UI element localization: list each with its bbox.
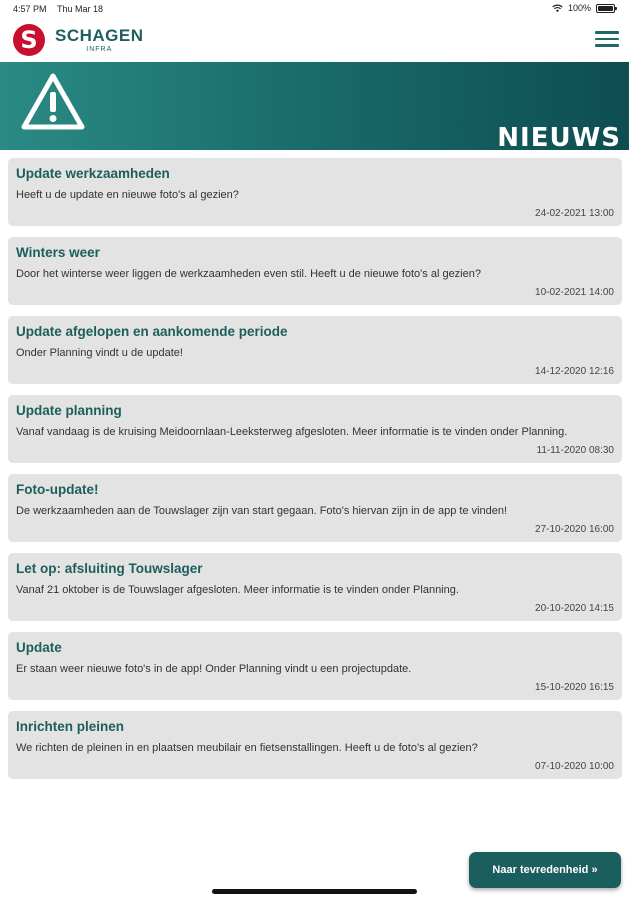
news-card-body: We richten de pleinen in en plaatsen meubilair en fietsenstallingen. Heeft u de foto's al gezien? <box>16 742 478 754</box>
news-card-date: 07-10-2020 10:00 <box>535 761 614 772</box>
page-title: NIEUWS <box>497 123 621 150</box>
news-card-date: 14-12-2020 12:16 <box>535 366 614 377</box>
news-card-date: 10-02-2021 14:00 <box>535 287 614 298</box>
logo-mark-icon: S <box>13 24 45 56</box>
home-indicator[interactable] <box>212 889 417 894</box>
news-card-title: Update planning <box>16 403 122 418</box>
news-card-title: Update <box>16 640 62 655</box>
logo-name: SCHAGEN <box>55 26 144 45</box>
news-card-title: Foto-update! <box>16 482 99 497</box>
news-card-body: De werkzaamheden aan de Touwslager zijn van start gegaan. Foto's hiervan zijn in de app te vinden! <box>16 505 508 517</box>
news-card-body: Er staan weer nieuwe foto's in de app! Onder Planning vindt u een projectupdate. <box>16 663 412 675</box>
warning-triangle-icon <box>20 72 86 132</box>
news-card-date: 20-10-2020 14:15 <box>535 603 614 614</box>
news-card-title: Inrichten pleinen <box>16 719 125 734</box>
news-card-body: Vanaf vandaag is de kruising Meidoornlaan-Leeksterweg afgesloten. Meer informatie is te vinden onder Planning. <box>16 426 568 438</box>
satisfaction-button[interactable]: Naar tevredenheid » <box>469 852 621 888</box>
news-card-body: Heeft u de update en nieuwe foto's al gezien? <box>16 189 239 201</box>
news-card-body: Door het winterse weer liggen de werkzaamheden even stil. Heeft u de nieuwe foto's al gezien? <box>16 268 481 280</box>
news-card-date: 11-11-2020 08:30 <box>536 445 614 456</box>
news-card[interactable] <box>8 158 622 226</box>
news-card[interactable] <box>8 711 622 779</box>
news-card[interactable] <box>8 237 622 305</box>
news-card-date: 27-10-2020 16:00 <box>535 524 614 535</box>
news-card[interactable] <box>8 395 622 463</box>
app-header <box>0 18 629 62</box>
status-time: 4:57 PM <box>13 4 47 14</box>
schagen-logo[interactable] <box>13 24 144 56</box>
news-banner <box>0 62 629 150</box>
battery-percent: 100% <box>567 3 591 13</box>
news-card-title: Let op: afsluiting Touwslager <box>16 561 203 576</box>
news-card[interactable] <box>8 316 622 384</box>
status-bar <box>0 0 629 18</box>
news-card[interactable] <box>8 553 622 621</box>
logo-subtitle: INFRA <box>86 46 113 53</box>
logo-text <box>55 27 144 53</box>
wifi-icon <box>552 4 563 13</box>
news-card-date: 24-02-2021 13:00 <box>535 208 614 219</box>
news-card[interactable] <box>8 474 622 542</box>
news-card-title: Update afgelopen en aankomende periode <box>16 324 288 339</box>
status-right <box>552 3 615 13</box>
news-card-title: Update werkzaamheden <box>16 166 170 181</box>
news-card-date: 15-10-2020 16:15 <box>535 682 614 693</box>
news-card-body: Vanaf 21 oktober is de Touwslager afgesloten. Meer informatie is te vinden onder Planning. <box>16 584 459 596</box>
battery-icon <box>596 4 615 13</box>
news-card-body: Onder Planning vindt u de update! <box>16 347 183 359</box>
hamburger-menu-icon[interactable] <box>595 28 619 48</box>
news-card-title: Winters weer <box>16 245 100 260</box>
news-card[interactable] <box>8 632 622 700</box>
status-date: Thu Mar 18 <box>57 4 104 14</box>
news-list <box>8 158 622 790</box>
